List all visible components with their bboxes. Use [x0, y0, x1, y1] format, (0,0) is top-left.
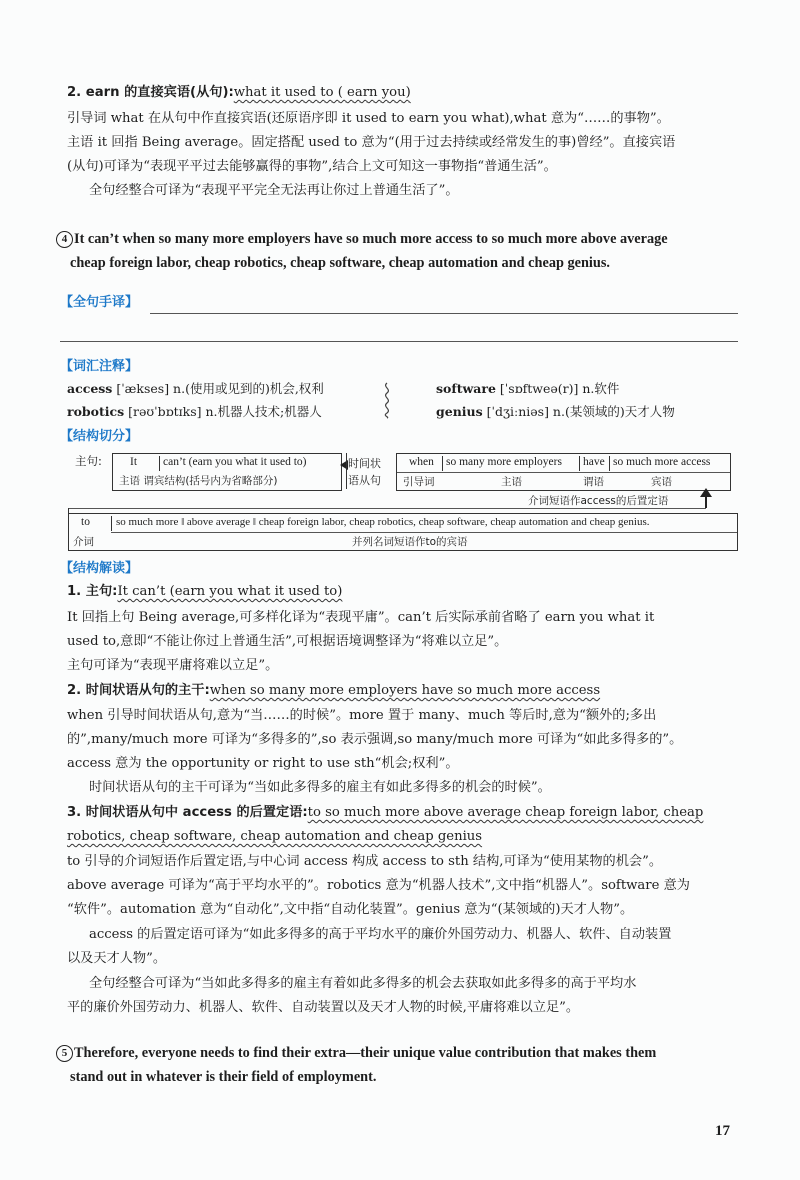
translate-line-1[interactable] — [150, 313, 738, 314]
analysis-s2-p1-line3: access 意为 the opportunity or right to use sth“机会;权利”。 — [67, 756, 459, 771]
seg-to: to — [81, 516, 90, 528]
analysis-s3-p1-line1: to 引导的介词短语作后置定语,与中心词 access 构成 access to sth 结构,可译为“使用某物的机会”。 — [67, 854, 663, 869]
analysis-s3-p2-line1: access 的后置定语可译为“如此多得多的高于平均水平的廉价外国劳动力、机器人、软件、自动装置 — [89, 927, 672, 942]
page-number: 17 — [715, 1123, 730, 1139]
analysis-s3-p1-line3: “软件”。automation 意为“自动化”,文中指“自动化装置”。genius 意为“(某领域的)天才人物”。 — [67, 902, 634, 917]
prep-phrase-box — [68, 513, 738, 551]
analysis-s1-p2: 主句可译为“表现平庸将难以立足”。 — [67, 658, 279, 673]
vocab-header: 【词汇注释】 — [60, 359, 139, 374]
analysis-s3-p1-line2: above average 可译为“高于平均水平的”。robotics 意为“机器人技术”,文中指“机器人”。software 意为 — [67, 878, 690, 893]
sec2-heading: 2. earn 的直接宾语(从句):what it used to ( earn you) — [67, 85, 411, 100]
seg-have: have — [583, 456, 605, 468]
sentence-5-line2: stand out in whatever is their field of employment. — [70, 1069, 377, 1085]
seg-sub-when: 引导词 — [403, 476, 435, 488]
seg-prep-object: so much more ‖ above average ‖ cheap foreign labor, cheap robotics, cheap software, cheap automation and cheap genius. — [116, 516, 650, 528]
seg-sub-to: 介词 — [73, 536, 94, 548]
time-clause-label: 时间状 语从句 — [348, 457, 381, 487]
time-clause-box — [396, 453, 731, 491]
vocab-item-access: access [ˈækses] n.(使用或见到的)机会,权利 — [67, 381, 324, 396]
seg-when: when — [409, 456, 434, 468]
sec2-p1-line3: (从句)可译为“表现平平过去能够赢得的事物”,结合上文可知这一事物指“普通生活”。 — [67, 159, 557, 174]
sec2-clause: what it used to ( earn you) — [233, 85, 411, 100]
structure-header: 【结构切分】 — [60, 429, 139, 444]
analysis-s2-heading: 2. 时间状语从句的主干:when so many more employers have so much more access — [67, 683, 601, 698]
sec2-summary: 全句经整合可译为“表现平平完全无法再让你过上普通生活了”。 — [89, 183, 459, 198]
analysis-header: 【结构解读】 — [60, 561, 139, 576]
post-modifier-label: 介词短语作access的后置定语 — [528, 495, 669, 507]
up-arrow-icon — [700, 488, 712, 510]
vocab-item-genius: genius [ˈdʒiːniəs] n.(某领域的)天才人物 — [436, 404, 675, 419]
analysis-s1-p1-line2: used to,意即“不能让你过上普通生活”,可根据语境调整译为“将难以立足”。 — [67, 634, 508, 649]
analysis-s1-heading: 1. 主句:It can’t (earn you what it used to) — [67, 584, 343, 599]
sentence-number: 4 — [56, 231, 73, 248]
analysis-s2-p1-line2: 的”,many/much more 可译为“多得多的”,so 表示强调,so many/much more 可译为“如此多得多的”。 — [67, 732, 683, 747]
analysis-s1-p1-line1: It 回指上句 Being average,可多样化译为“表现平庸”。can’t 后实际承前省略了 earn you what it — [67, 610, 655, 625]
seg-object: so much more access — [613, 456, 711, 468]
sentence-4 — [56, 228, 746, 251]
seg-sub-main: 主语 谓宾结构(括号内为省略部分) — [119, 475, 278, 487]
analysis-s3-p3-line2: 平的廉价外国劳动力、机器人、软件、自动装置以及天才人物的时候,平庸将难以立足”。 — [67, 1000, 580, 1015]
sec2-p1-line2: 主语 it 回指 Being average。固定搭配 used to 意为“(用于过去持续或经常发生的事)曾经”。直接宾语 — [67, 135, 676, 150]
translate-line-2[interactable] — [60, 341, 738, 342]
sentence-5-line1: Therefore, everyone needs to find their extra—their unique value contribution that makes them — [74, 1045, 657, 1061]
translate-header: 【全句手译】 — [60, 295, 139, 310]
main-clause-box — [112, 453, 342, 491]
seg-it: It — [130, 456, 138, 468]
sec2-p1-line1: 引导词 what 在从句中作直接宾语(还原语序即 it used to earn you what),what 意为“……的事物”。 — [67, 111, 670, 126]
analysis-s3-p3-line1: 全句经整合可译为“当如此多得多的雇主有着如此多得多的机会去获取如此多得多的高于平均水 — [89, 976, 637, 991]
sentence-5 — [56, 1042, 746, 1065]
sentence-number: 5 — [56, 1045, 73, 1062]
sentence-4-line1: It can’t when so many more employers have so much more access to so much more above average — [74, 231, 668, 247]
seg-subject: so many more employers — [446, 456, 562, 468]
seg-sub-object: 宾语 — [651, 476, 672, 488]
vocab-item-robotics: robotics [rəʊˈbɒtɪks] n.机器人技术;机器人 — [67, 404, 322, 419]
seg-sub-subject: 主语 — [501, 476, 522, 488]
analysis-s3-p2-line2: 以及天才人物”。 — [67, 951, 167, 966]
sentence-4-line2: cheap foreign labor, cheap robotics, cheap software, cheap automation and cheap genius. — [70, 255, 610, 271]
analysis-s3-clause-line2: robotics, cheap software, cheap automation and cheap genius — [67, 829, 483, 844]
seg-cant: can’t (earn you what it used to) — [163, 456, 307, 468]
seg-sub-have: 谓语 — [583, 476, 604, 488]
main-clause-label: 主句: — [75, 454, 102, 468]
analysis-s2-p1-line1: when 引导时间状语从句,意为“当……的时候”。more 置于 many、much 等后时,意为“额外的;多出 — [67, 708, 657, 723]
seg-sub-prep-object: 并列名词短语作to的宾语 — [352, 536, 468, 548]
spiral-divider-icon — [380, 381, 394, 419]
analysis-s3-heading: 3. 时间状语从句中 access 的后置定语:to so much more above average cheap foreign labor, cheap — [67, 805, 704, 820]
analysis-s2-p2: 时间状语从句的主干可译为“当如此多得多的雇主有如此多得多的机会的时候”。 — [89, 780, 551, 795]
vocab-item-software: software [ˈsɒftweə(r)] n.软件 — [436, 381, 620, 396]
